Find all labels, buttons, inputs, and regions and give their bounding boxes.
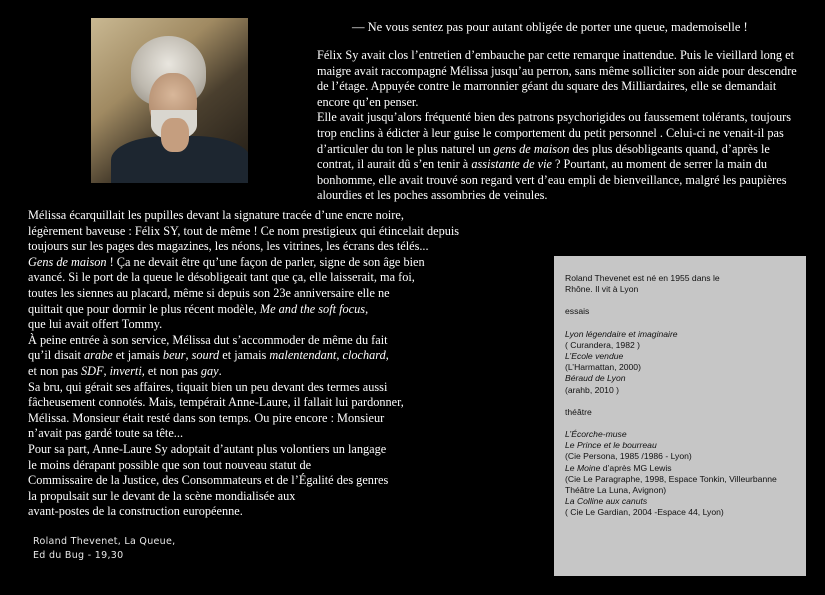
main-line: À peine entrée à son service, Mélissa dut s’accommoder de même du fait	[28, 332, 388, 347]
main-line: quittait que pour dormir le plus récent modèle, Me and the soft focus,	[28, 301, 369, 316]
theatre-item: Le Prince et le bourreau	[565, 440, 657, 451]
main-line: qu’il disait arabe et jamais beur, sourd et jamais malentendant, clochard,	[28, 348, 389, 363]
main-line: le moins dérapant possible que son tout nouveau statut de	[28, 457, 312, 472]
reference-line-1: Roland Thevenet, La Queue,	[33, 536, 176, 547]
essais-item: ( Curandera, 1982 )	[565, 339, 640, 350]
main-line: avancé. Si le port de la queue le désobligeait tant que ça, elle laisserait, ma foi,	[28, 270, 415, 285]
essais-list	[565, 329, 796, 396]
theatre-item: La Colline aux canuts	[565, 496, 648, 507]
opening-dialogue: — Ne vous sentez pas pour autant obligée de porter une queue, mademoiselle !	[352, 20, 748, 34]
top-text-block	[317, 48, 797, 204]
theatre-item: Le Moine d’après MG Lewis	[565, 462, 672, 473]
theatre-item: Théâtre La Luna, Avignon)	[565, 485, 667, 496]
essais-item: (arahb, 2010 )	[565, 384, 619, 395]
theatre-item: (Cie Le Paragraphe, 1998, Espace Tonkin, Villeurbanne	[565, 473, 777, 484]
main-line: fâcheusement connotés. Mais, tempérait Anne-Laure, il fallait lui pardonner,	[28, 395, 404, 410]
essais-item: (L’Harmattan, 2000)	[565, 362, 641, 373]
author-bio-box	[554, 256, 806, 576]
main-line: Commissaire de la Justice, des Consommateurs et de l’Égalité des genres	[28, 473, 389, 488]
main-line: Pour sa part, Anne-Laure Sy adoptait d’autant plus volontiers un langage	[28, 441, 387, 456]
paragraph-2: Elle avait jusqu’alors fréquenté bien des patrons psychorigides ou faussement tolérants, toujours trop enclins à édicter à leur guise le comportement du petit personnel . Celui-ci ne venait-il pas d’articuler du ton le plus naturel un gens de maison des plus désobligeants quand, d’après le contrat, il aurait dû s’en tenir à assistante de vie ? Pourtant, au moment de serrer la main du bonhomme, elle avait trouvé son regard vert d’eau empli de bienveillance, malgré les paupières alourdies et les poches assombries de veinules.	[317, 110, 791, 203]
main-line: toujours sur les pages des magazines, les néons, les vitrines, les écrans des télés...	[28, 239, 429, 254]
main-line: toutes les siennes au placard, même si depuis son 23e anniversaire elle ne	[28, 285, 390, 300]
main-line: et non pas SDF, inverti, et non pas gay.	[28, 363, 222, 378]
author-portrait	[91, 18, 248, 183]
main-line: légèrement baveuse : Félix SY, tout de même ! Ce nom prestigieux qui étincelait depuis	[28, 223, 460, 238]
main-line: Sa bru, qui gérait ses affaires, tiquait bien un peu devant des termes aussi	[28, 379, 388, 394]
essais-item: Béraud de Lyon	[565, 373, 626, 384]
main-line: avant-postes de la construction européenne.	[28, 504, 243, 519]
main-line: n’avait pas gardé toute sa tête...	[28, 426, 184, 441]
essais-heading: essais	[565, 306, 590, 317]
main-line: Mélissa. Monsieur était resté dans son temps. Ou pire encore : Monsieur	[28, 410, 385, 425]
essais-item: Lyon légendaire et imaginaire	[565, 328, 678, 339]
theatre-item: L’Écorche-muse	[565, 429, 627, 440]
main-line: que lui avait offert Tommy.	[28, 317, 163, 332]
theatre-item: (Cie Persona, 1985 /1986 - Lyon)	[565, 451, 692, 462]
book-reference	[33, 535, 175, 563]
paragraph-1: Félix Sy avait clos l’entretien d’embauche par cette remarque inattendue. Puis le vieillard long et maigre avait raccompagné Mélissa jusqu’au perron, sans même solliciter son aide pour descendre de l’étage. Appuyée contre le marronnier géant du square des Milliardaires, elle se demandait encore qu’en penser.	[317, 48, 797, 109]
bio-intro-1: Roland Thevenet est né en 1955 dans le	[565, 273, 720, 283]
bio-intro-2: Rhône. Il vit à Lyon	[565, 284, 639, 295]
essais-item: L’Ecole vendue	[565, 351, 624, 362]
theatre-list	[565, 429, 796, 519]
theatre-heading: théâtre	[565, 406, 592, 417]
main-line: Mélissa écarquillait les pupilles devant la signature tracée d’une encre noire,	[28, 208, 404, 222]
main-line: la propulsait sur le devant de la scène mondialisée aux	[28, 488, 296, 503]
reference-line-2: Ed du Bug - 19,30	[33, 550, 124, 561]
main-line: Gens de maison ! Ça ne devait être qu’une façon de parler, signe de son âge bien	[28, 254, 425, 269]
main-text-block	[28, 208, 498, 520]
theatre-item: ( Cie Le Gardian, 2004 -Espace 44, Lyon)	[565, 507, 724, 518]
